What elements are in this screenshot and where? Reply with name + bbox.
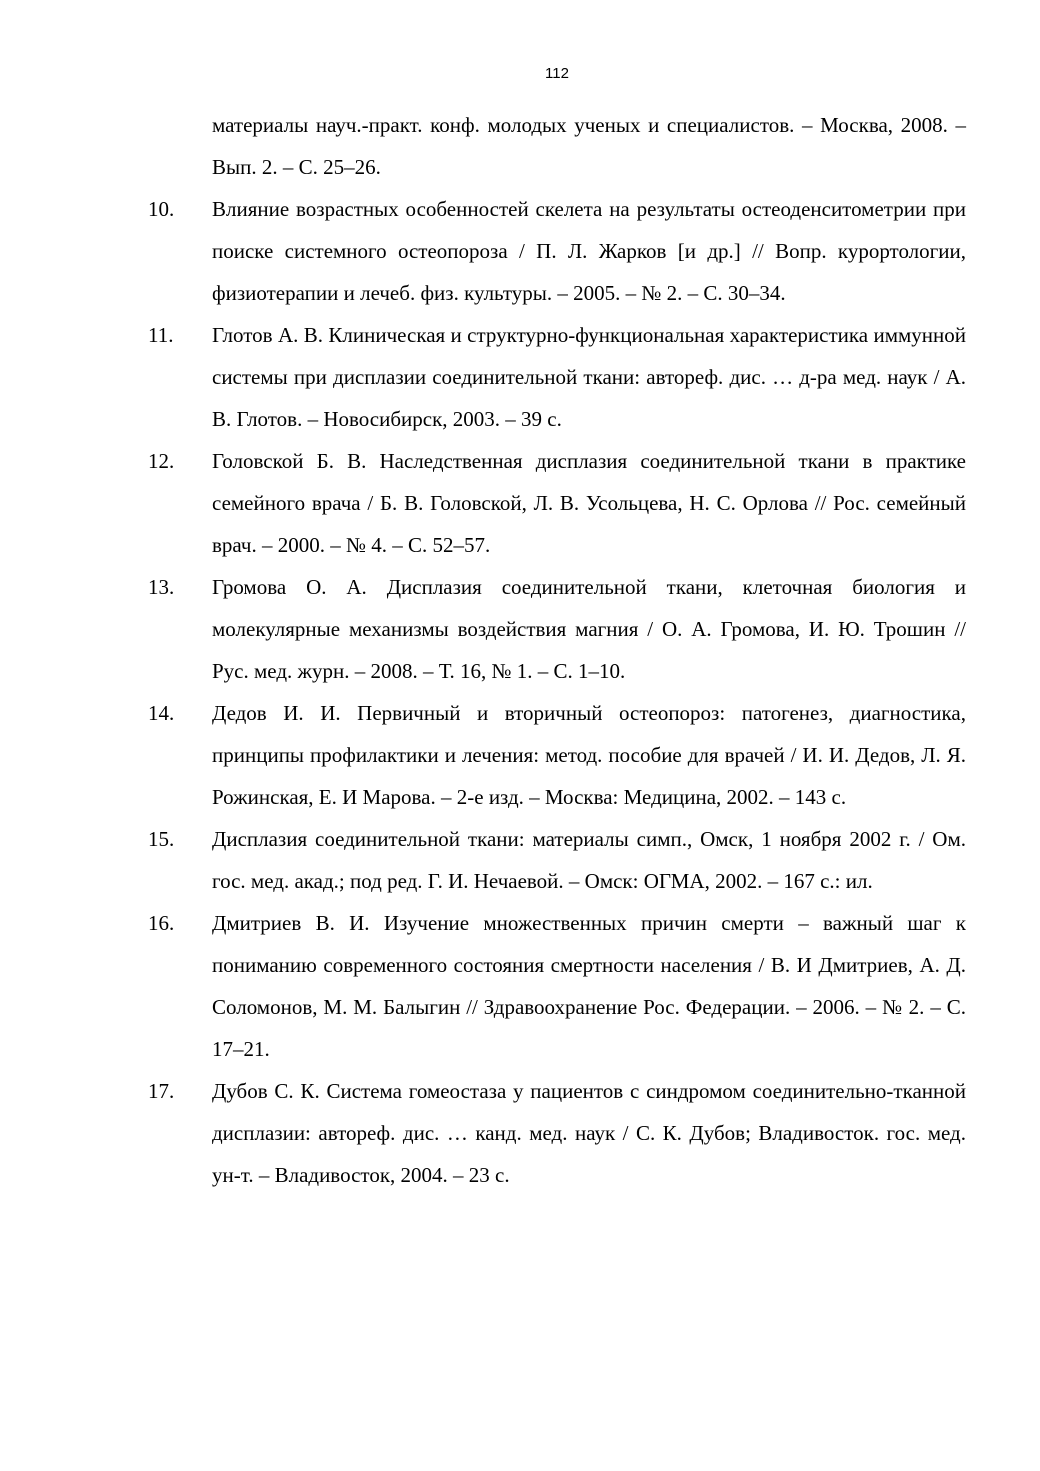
reference-number: 13.	[148, 575, 175, 599]
reference-text: Дедов И. И. Первичный и вторичный остеопороз: патогенез, диагностика, принципы профилактики и лечения: метод. пособие для врачей / И. И. Дедов, Л. Я. Рожинская, Е. И Марова. – 2-е изд. – Москва: Медицина, 2002. – 143 с.	[212, 701, 966, 809]
reference-number: 12.	[148, 449, 175, 473]
reference-text: Громова О. А. Дисплазия соединительной ткани, клеточная биология и молекулярные механизмы воздействия магния / О. А. Громова, И. Ю. Трошин // Рус. мед. журн. – 2008. – Т. 16, № 1. – С. 1–10.	[212, 575, 966, 683]
reference-number: 10.	[148, 197, 175, 221]
reference-text: Дубов С. К. Система гомеостаза у пациентов с синдромом соединительно-тканной дисплазии: автореф. дис. … канд. мед. наук / С. К. Дубов; Владивосток. гос. мед. ун-т. – Владивосток, 2004. – 23 с.	[212, 1079, 966, 1187]
reference-text: Дмитриев В. И. Изучение множественных причин смерти – важный шаг к пониманию современного состояния смертности населения / В. И Дмитриев, А. Д. Соломонов, М. М. Балыгин // Здравоохранение Рос. Федерации. – 2006. – № 2. – С. 17–21.	[212, 911, 966, 1061]
reference-item	[148, 188, 966, 314]
reference-item	[148, 440, 966, 566]
reference-number: 17.	[148, 1079, 175, 1103]
reference-number: 16.	[148, 911, 175, 935]
reference-text: Головской Б. В. Наследственная дисплазия соединительной ткани в практике семейного врача / Б. В. Головской, Л. В. Усольцева, Н. С. Орлова // Рос. семейный врач. – 2000. – № 4. – С. 52–57.	[212, 449, 966, 557]
reference-item	[148, 692, 966, 818]
reference-item	[148, 566, 966, 692]
reference-number: 14.	[148, 701, 175, 725]
reference-item	[148, 902, 966, 1070]
reference-text: Влияние возрастных особенностей скелета на результаты остеоденситометрии при поиске системного остеопороза / П. Л. Жарков [и др.] // Вопр. курортологии, физиотерапии и лечеб. физ. культуры. – 2005. – № 2. – С. 30–34.	[212, 197, 966, 305]
reference-item	[148, 818, 966, 902]
reference-number: 15.	[148, 827, 175, 851]
reference-text: Дисплазия соединительной ткани: материалы симп., Омск, 1 ноября 2002 г. / Ом. гос. мед. акад.; под ред. Г. И. Нечаевой. – Омск: ОГМА, 2002. – 167 с.: ил.	[212, 827, 966, 893]
reference-number: 11.	[148, 323, 174, 347]
reference-item	[148, 1070, 966, 1196]
page-number: 112	[545, 65, 569, 82]
reference-text: Глотов А. В. Клиническая и структурно-функциональная характеристика иммунной системы при дисплазии соединительной ткани: автореф. дис. … д-ра мед. наук / А. В. Глотов. – Новосибирск, 2003. – 39 с.	[212, 323, 966, 431]
reference-continuation: материалы науч.-практ. конф. молодых ученых и специалистов. – Москва, 2008. – Вып. 2. – С. 25–26.	[212, 113, 966, 179]
reference-list	[148, 104, 966, 1196]
reference-item	[148, 314, 966, 440]
